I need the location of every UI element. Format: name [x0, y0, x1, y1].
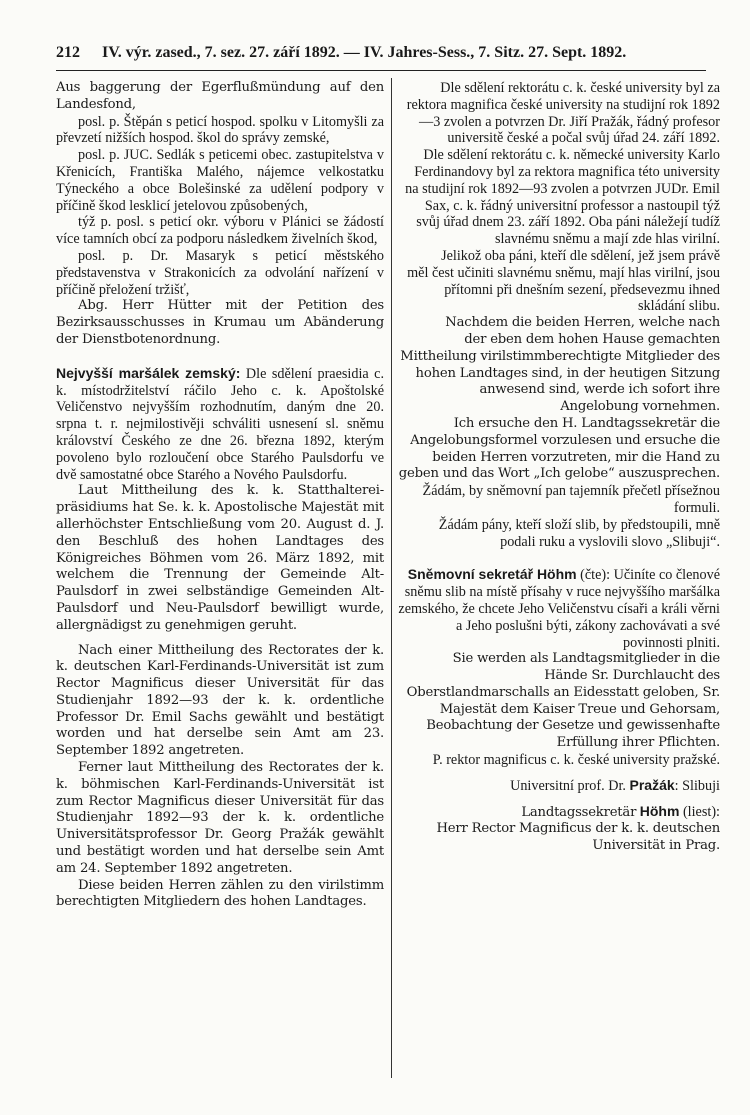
speech-text: : Slibuji: [674, 777, 720, 794]
paragraph: Abg. Herr Hütter mit der Petition des Bezirksausschusses in Krumau um Abänderung der Dienstbotenordnung.: [56, 298, 384, 347]
header-rule: [56, 70, 706, 71]
paragraph-speaker: [398, 566, 720, 651]
running-title: IV. výr. zased., 7. sez. 27. září 1892. — IV. Jahres-Sess., 7. Sitz. 27. Sept. 1892.: [102, 44, 627, 61]
spacer: [56, 349, 384, 365]
speaker-name: Sněmovní sekretář Höhm: [407, 566, 577, 583]
paragraph: Nachdem die beiden Herren, welche nach der eben dem hohen Hause gemachten Mittheilung virilstimmberechtigte Mitglieder des hohen Landtages sind, in der heutigen Sitzung anwesend sind, werde ich sofort ihre Angelobung vornehmen.: [400, 315, 720, 415]
speaker-title: Universitní prof. Dr.: [510, 777, 626, 794]
paragraph: Dle sdělení rektorátu c. k. české university byl za rektora magnifica české university na studijní rok 1892—3 zvolen a potvrzen Dr. Jiří Pražák, řádný profesor universitě české a počal svůj úřad 24. září 1892.: [406, 80, 720, 147]
right-column: [398, 80, 720, 1100]
speech-text: Dle sdělení praesidia c. k. místodržitelství ráčilo Jeho c. k. Apoštolské Veličenstvo nejvyšším rozhodnutím, daným dne 20. srpna t. r. nejmilostivěji schváliti usnesení sl. sněmu království Českého ze dne 26. března 1892, kterým povoleno bylo rozloučení obce Starého Paulsdorfu ve dvě samostatné obce Starého a Nového Paulsdorfu.: [56, 365, 384, 483]
speaker-note: (liest):: [682, 803, 720, 820]
paragraph-speaker: [398, 777, 720, 795]
paragraph: Diese beiden Herren zählen zu den virilstimm berechtigten Mitgliedern des hohen Landtages.: [56, 877, 384, 910]
spacer: [398, 769, 720, 777]
paragraph: Nach einer Mittheilung des Rectorates der k. k. deutschen Karl-Ferdinands-Universität ist zum Rector Magnificus dieser Universität für das Studienjahr 1892—93 der k. k. ordentliche Professor Dr. Emil Sachs gewählt und bestätigt worden und hat derselbe sein Amt am 23. September 1892 angetreten.: [56, 642, 384, 759]
paragraph: Laut Mittheilung des k. k. Statthalterei-präsidiums hat Se. k. k. Apostolische Majestät mit allerhöchster Entschließung vom 20. August d. J. den Beschluß des hohen Landtages des Königreiches Böhmen vom 26. März 1892, mit welchem die Trennung der Gemeinde Alt-Paulsdorf in zwei selbständige Gemeinden Alt-Paulsdorf und Neu-Paulsdorf bewilligt wurde, allergnädigst zu genehmigen geruht.: [56, 483, 384, 633]
paragraph: posl. p. JUC. Sedlák s peticemi obec. zastupitelstva v Křenicích, Františka Malého, nájemce velkostatku Týneckého a obce Bolešinské za udělení podpory v příčině škod lesklicí jetelovou způsobených,: [56, 147, 384, 214]
speaker-name: Nejvyšší maršálek zemský:: [56, 364, 241, 381]
speech-text: Učiníte co členové sněmu slib na místě přísahy v ruce nejvyššího maršálka zemského, že chcete Jeho Veličenstvu císaři a králi věrni a Jeho poslušni býti, zákony zachovávati a své povinnosti plniti.: [398, 567, 720, 651]
paragraph: Sie werden als Landtagsmitglieder in die Hände Sr. Durchlaucht des Oberstlandmarschalls an Eidesstatt geloben, Sr. Majestät dem Kaiser Treue und Gehorsam, Beobachtung der Gesetze und gewissenhafte Erfüllung ihrer Pflichten.: [406, 651, 720, 751]
paragraph-speaker: [56, 365, 384, 484]
paragraph: Herr Rector Magnificus der k. k. deutschen Universität in Prag.: [436, 821, 720, 854]
page-header: [56, 44, 706, 68]
speaker-name: Höhm: [639, 802, 680, 819]
left-column: [56, 80, 384, 1100]
paragraph: Dle sdělení rektorátu c. k. německé university Karlo Ferdinandovy byl za rektora magnifica této university na studijní rok 1892—93 zvolen a potvrzen JUDr. Emil Sax, c. k. řádný universitní professor a nastoupil týž svůj úřad dnem 23. září 1892. Oba páni náležejí tudíž slavnému sněmu a mají zde hlas virilní.: [405, 147, 720, 248]
paragraph: Ich ersuche den H. Landtagssekretär die Angelobungsformel vorzulesen und ersuche die beiden Herren vorzutreten, mir die Hand zu geben und das Wort „Ich gelobe“ auszusprechen.: [398, 415, 720, 482]
paragraph: P. rektor magnificus c. k. české university pražské.: [432, 752, 720, 769]
paragraph: Aus baggerung der Egerflußmündung auf den Landesfond,: [56, 80, 384, 112]
speaker-title: Landtagssekretär: [521, 804, 637, 820]
spacer: [398, 795, 720, 803]
paragraph: Žádám pány, kteří složí slib, by předstoupili, mně podali ruku a vyslovili slovo „Slibuji“.: [438, 516, 720, 550]
paragraph: týž p. posl. s peticí okr. výboru v Plánici se žádostí více tamních obcí za podporu následkem živelních škod,: [56, 214, 384, 248]
column-divider: [391, 78, 392, 1078]
paragraph: posl. p. Dr. Masaryk s peticí městského představenstva v Strakonicích za odvolání nařízení v příčině přeložení tržišť,: [56, 247, 384, 298]
paragraph: Žádám, by sněmovní pan tajemník přečetl přísežnou formuli.: [422, 483, 720, 516]
paragraph: posl. p. Štěpán s peticí hospod. spolku v Litomyšli za převzetí nižších hospod. škol do správy zemské,: [56, 113, 384, 147]
speaker-name: Pražák: [629, 776, 675, 793]
paragraph-speaker: [398, 803, 720, 822]
spacer: [398, 550, 720, 566]
speaker-note: (čte):: [580, 567, 611, 584]
paragraph: Ferner laut Mittheilung des Rectorates der k. k. böhmischen Karl-Ferdinands-Universität ist zum Rector Magnificus dieser Universität für das Studienjahr 1892—93 der k. k. ordentliche Universitätsprofessor Dr. Georg Pražák gewählt und bestätigt worden und hat derselbe sein Amt am 24. September 1892 angetreten.: [56, 760, 384, 876]
spacer: [56, 635, 384, 643]
paragraph: Jelikož oba páni, kteří dle sdělení, jež jsem právě měl čest učiniti slavnému sněmu, mají hlas virilní, jsou přítomni při dnešním sezení, předsevezmu ihned skládání slibu.: [407, 247, 720, 315]
page-number: 212: [56, 44, 80, 61]
